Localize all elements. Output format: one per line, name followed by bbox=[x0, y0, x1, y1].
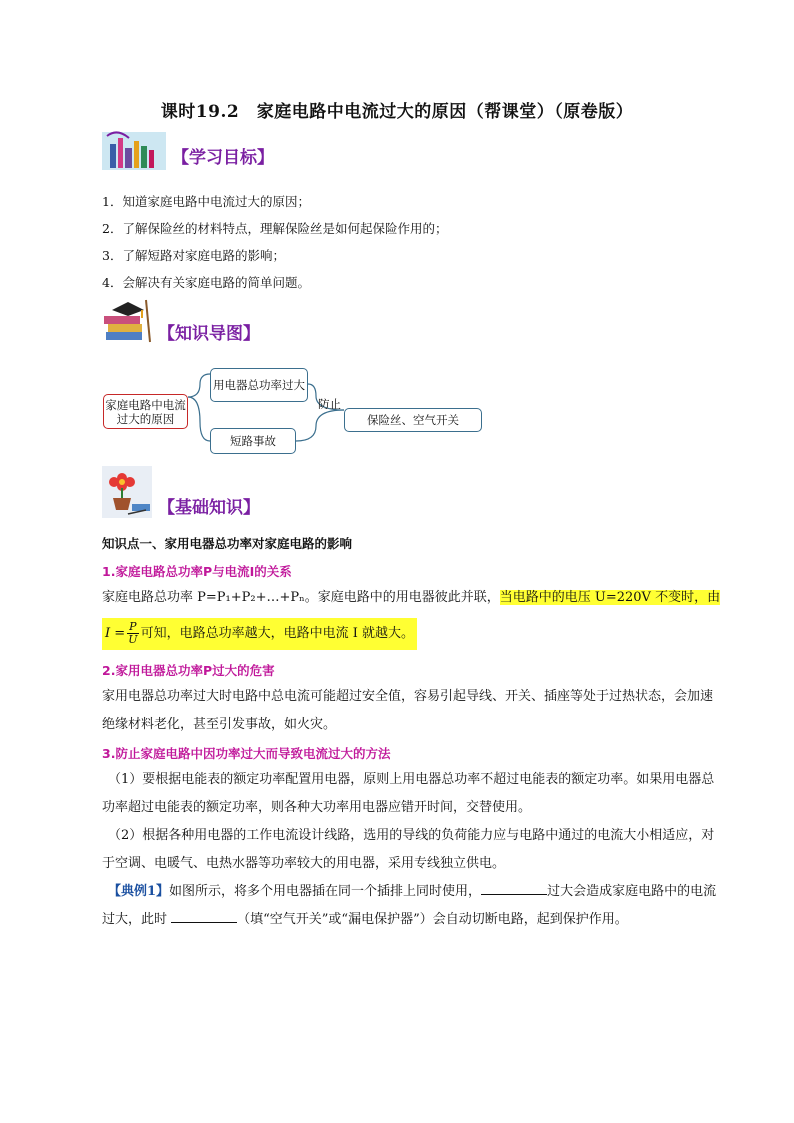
highlight-voltage: 当电路中的电压 U=220V 不变时，由 bbox=[499, 590, 721, 605]
paragraph-prevention-2: （2）根据各种用电器的工作电流设计线路，选用的导线的负荷能力应与电路中通过的电流大小相适应，对于空调、电暖气、电热水器等功率较大的用电器，采用专线独立供电。 bbox=[102, 828, 715, 871]
formula-conclusion: 可知，电路总功率越大，电路中电流 I 就越大。 bbox=[140, 626, 414, 641]
formula-numerator: P bbox=[129, 620, 137, 633]
example-text-b: 过大会造成家庭电路中的电流过大，此时 bbox=[102, 884, 717, 927]
subheading-power-current: 1.家庭电路总功率P与电流I的关系 bbox=[102, 564, 292, 579]
mindmap-connector-label: 防止 bbox=[318, 397, 341, 411]
mindmap-branch-short-circuit: 短路事故 bbox=[210, 428, 296, 454]
section-objectives-label: 【学习目标】 bbox=[172, 148, 274, 168]
subheading-prevention: 3.防止家庭电路中因功率过大而导致电流过大的方法 bbox=[102, 746, 391, 761]
mindmap-result: 保险丝、空气开关 bbox=[344, 408, 482, 432]
section-objectives-header bbox=[102, 130, 274, 170]
graduation-books-icon bbox=[102, 298, 154, 344]
example-label: 【典例1】 bbox=[108, 884, 170, 899]
paragraph-formula bbox=[102, 618, 742, 650]
mindmap-root: 家庭电路中电流过大的原因 bbox=[103, 394, 188, 429]
knowledge-point-title: 知识点一、家用电器总功率对家庭电路的影响 bbox=[102, 536, 353, 551]
books-icon bbox=[102, 130, 166, 170]
objective-item: 2．了解保险丝的材料特点，理解保险丝是如何起保险作用的； bbox=[102, 221, 448, 236]
mindmap-branch-overload: 用电器总功率过大 bbox=[210, 368, 308, 402]
page-title: 课时19.2 家庭电路中电流过大的原因（帮课堂）（原卷版） bbox=[160, 102, 634, 122]
mindmap-diagram bbox=[100, 366, 490, 458]
answer-blank-1[interactable] bbox=[481, 881, 547, 895]
objective-item: 1．知道家庭电路中电流过大的原因； bbox=[102, 194, 310, 209]
flower-pot-icon bbox=[102, 466, 152, 518]
answer-blank-2[interactable] bbox=[171, 909, 237, 923]
objective-item: 4．会解决有关家庭电路的简单问题。 bbox=[102, 275, 310, 290]
section-basics-header bbox=[102, 466, 260, 518]
example-text-a: 如图所示，将多个用电器插在同一个插排上同时使用， bbox=[169, 884, 482, 899]
formula-highlight bbox=[102, 618, 417, 650]
example-1 bbox=[102, 878, 722, 934]
paragraph-power-current bbox=[102, 584, 742, 612]
objective-item: 3．了解短路对家庭电路的影响； bbox=[102, 248, 285, 263]
paragraph-prevention-1: （1）要根据电能表的额定功率配置用电器，原则上用电器总功率不超过电能表的额定功率。如果用电器总功率超过电能表的额定功率，则各种大功率用电器应错开时间，交替使用。 bbox=[102, 772, 715, 815]
text-total-power: 家庭电路总功率 P=P₁+P₂+…+Pₙ。家庭电路中的用电器彼此并联， bbox=[102, 590, 500, 605]
example-text-c: （填“空气开关”或“漏电保护器”）会自动切断电路，起到保护作用。 bbox=[237, 912, 628, 927]
paragraph-hazards: 家用电器总功率过大时电路中总电流可能超过安全值，容易引起导线、开关、插座等处于过热状态，会加速绝缘材料老化，甚至引发事故，如火灾。 bbox=[102, 689, 714, 732]
formula-denominator: U bbox=[128, 633, 138, 646]
formula-fraction bbox=[127, 621, 138, 646]
section-mindmap-label: 【知识导图】 bbox=[158, 324, 260, 344]
section-mindmap-header bbox=[102, 298, 260, 344]
subheading-hazards: 2.家用电器总功率P过大的危害 bbox=[102, 663, 275, 678]
formula-lhs: I = bbox=[105, 626, 126, 641]
section-basics-label: 【基础知识】 bbox=[158, 498, 260, 518]
